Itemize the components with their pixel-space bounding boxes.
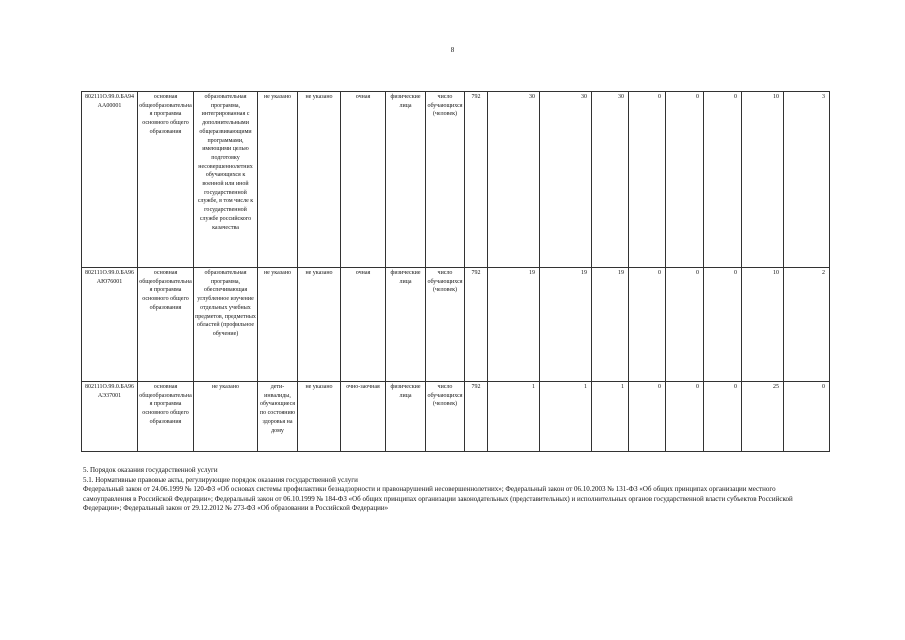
program-type: основная общеобразовательная программа основного общего образования — [138, 382, 194, 452]
page-number: 8 — [450, 46, 455, 54]
value-cell: 0 — [704, 268, 742, 382]
consumer-category: физические лица — [386, 92, 426, 268]
value-cell: 10 — [742, 92, 784, 268]
value-cell: 0 — [629, 92, 666, 268]
value-cell: 10 — [742, 268, 784, 382]
value-cell: 19 — [488, 268, 540, 382]
registry-code: 802111О.99.0.БА96АЭ37001 — [82, 382, 138, 452]
okei-code: 792 — [465, 92, 488, 268]
study-form: очная — [341, 92, 386, 268]
registry-code: 802111О.99.0.БА94АА00001 — [82, 92, 138, 268]
table-row — [82, 268, 830, 382]
section-heading: 5. Порядок оказания государственной услуги — [83, 466, 218, 474]
program-type: основная общеобразовательная программа основного общего образования — [138, 92, 194, 268]
student-category: дети-инвалиды, обучающиеся по состоянию здоровья на дому — [258, 382, 298, 452]
student-category: не указано — [258, 268, 298, 382]
value-cell: 0 — [629, 268, 666, 382]
student-category: не указано — [258, 92, 298, 268]
program-type: основная общеобразовательная программа основного общего образования — [138, 268, 194, 382]
value-cell: 0 — [666, 268, 704, 382]
value-cell: 0 — [666, 92, 704, 268]
value-cell: 1 — [592, 382, 629, 452]
value-cell: 2 — [784, 268, 830, 382]
section-subheading: 5.1. Нормативные правовые акты, регулирующие порядок оказания государственной услуги — [83, 475, 358, 484]
study-form: очная — [341, 268, 386, 382]
program-description: образовательная программа, интегрированная с дополнительными общеразвивающими программами, имеющими целью подготовку несовершеннолетних обучающихся к военной или иной государственной службе, в том числе к государственной службе российского казачества — [194, 92, 258, 268]
study-form: очно-заочная — [341, 382, 386, 452]
value-cell: 19 — [540, 268, 592, 382]
value-cell: 19 — [592, 268, 629, 382]
value-cell: 0 — [629, 382, 666, 452]
value-cell: 0 — [784, 382, 830, 452]
extra-attribute: не указано — [298, 92, 341, 268]
value-cell: 3 — [784, 92, 830, 268]
consumer-category: физические лица — [386, 268, 426, 382]
okei-code: 792 — [465, 382, 488, 452]
program-description: образовательная программа, обеспечивающая углубленное изучение отдельных учебных предметов, предметных областей (профильное обучение) — [194, 268, 258, 382]
services-table — [81, 91, 830, 452]
value-cell: 25 — [742, 382, 784, 452]
table-row — [82, 382, 830, 452]
value-cell: 0 — [704, 92, 742, 268]
value-cell: 30 — [592, 92, 629, 268]
extra-attribute: не указано — [298, 268, 341, 382]
section-body: Федеральный закон от 24.06.1999 № 120-ФЗ «Об основах системы профилактики безнадзорности и правонарушений несовершеннолетних»; Федеральный закон от 06.10.2003 № 131-ФЗ «Об общих принципах организации местного самоуправления в Российской Федерации»; Федеральный закон от 06.10.1999 № 184-ФЗ «Об общих принципах организации законодательных (представительных) и исполнительных органов государственной власти субъектов Российской Федерации»; Федеральный закон от 29.12.2012 № 273-ФЗ «Об образовании в Российской Федерации» — [83, 485, 793, 513]
value-cell: 0 — [666, 382, 704, 452]
consumer-category: физические лица — [386, 382, 426, 452]
extra-attribute: не указано — [298, 382, 341, 452]
value-cell: 1 — [488, 382, 540, 452]
value-cell: 30 — [488, 92, 540, 268]
section-5 — [83, 466, 823, 514]
indicator-name: число обучающихся (человек) — [426, 268, 465, 382]
table-row — [82, 92, 830, 268]
registry-code: 802111О.99.0.БА96АЮ76001 — [82, 268, 138, 382]
value-cell: 0 — [704, 382, 742, 452]
program-description: не указано — [194, 382, 258, 452]
indicator-name: число обучающихся (человек) — [426, 92, 465, 268]
indicator-name: число обучающихся (человек) — [426, 382, 465, 452]
value-cell: 30 — [540, 92, 592, 268]
okei-code: 792 — [465, 268, 488, 382]
value-cell: 1 — [540, 382, 592, 452]
